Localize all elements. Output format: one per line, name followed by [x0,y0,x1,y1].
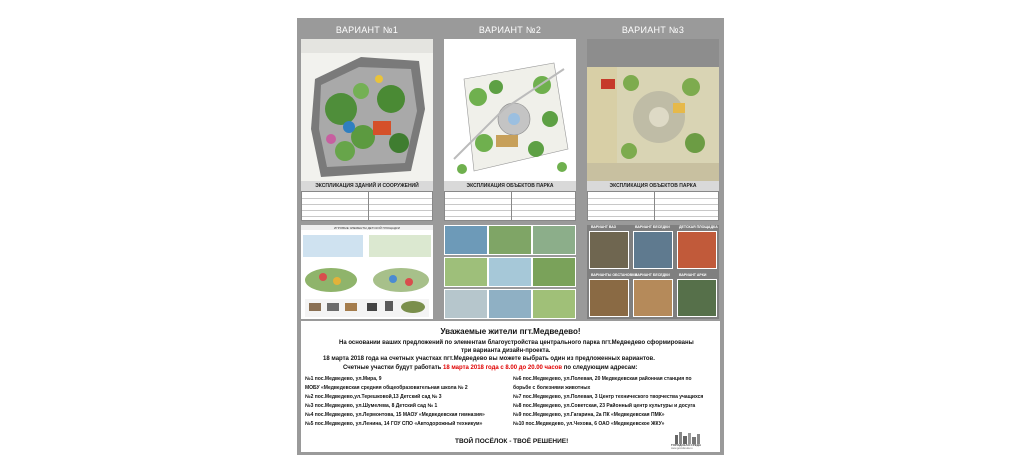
playground-photo [677,231,717,269]
logo-url: www.gorodsreda.ru [671,447,693,450]
address-item: №6 пос.Медведево, ул.Полевая, 20 Медведевская районная станция по [513,376,692,382]
variant-3-plan-drawing [587,39,719,183]
notice-panel [301,321,720,452]
address-item: №4 пос.Медведево, ул.Лермонтова, 15 МАОУ «Медведевская гимназия» [305,412,485,418]
logo-text: ГОРОДСКАЯ СРЕДА [671,443,702,447]
render-photo [444,225,488,255]
gorodskaya-sreda-logo [671,431,715,451]
variant-3-photos [587,225,719,319]
variant-1-plan [301,39,433,183]
address-item: №9 пос.Медведево, ул.Гагарина, 2а ПК «Медведевская ПМК» [513,412,665,418]
render-photo [488,289,532,319]
photo-label: ВАРИАНТЫ ОБСТАНОВКИ [591,273,637,277]
variant-2-renders [444,225,576,319]
render-photo [444,257,488,287]
photo-label: ДЕТСКАЯ ПЛОЩАДКА [679,225,718,229]
variant-1-explication-table [301,191,433,221]
render-photo [532,257,576,287]
variant-1-plan-drawing [301,39,433,183]
gazebo-photo [633,231,673,269]
variant-3-title: ВАРИАНТ №3 [621,25,685,35]
variant-1-title: ВАРИАНТ №1 [335,25,399,35]
variant-2-explication-title: ЭКСПЛИКАЦИЯ ОБЪЕКТОВ ПАРКА [444,181,576,191]
render-photo [488,225,532,255]
photo-label: ВАРИАНТ АРКИ [679,273,707,277]
arch-photo [677,279,717,317]
address-item: №10 пос.Медведево, ул.Чехова, 6 ОАО «Медведевское ЖКУ» [513,421,665,427]
variant-3-column [583,18,723,320]
address-item: №1 пос.Медведево, ул.Мира, 9 [305,376,382,382]
poster [297,18,724,455]
render-photo [444,289,488,319]
variant-1-playground-drawing [301,225,433,319]
address-item: №3 пос.Медведево, ул.Шумелева, 8 Детский сад № 1 [305,403,438,409]
variant-2-column [440,18,580,320]
render-photo [532,289,576,319]
variant-3-explication-title: ЭКСПЛИКАЦИЯ ОБЪЕКТОВ ПАРКА [587,181,719,191]
notice-heading: Уважаемые жители пгт.Медведево! [440,327,581,336]
variant-2-plan [444,39,576,183]
variant-1-playground-title: ИГРОВЫЕ ЭЛЕМЕНТЫ ДЕТСКОЙ ПЛОЩАДКИ [334,226,400,230]
notice-line-2: три варианта дизайн-проекта. [461,348,551,354]
variant-2-explication-table [444,191,576,221]
furnishing-photo [589,279,629,317]
variant-1-explication-title: ЭКСПЛИКАЦИЯ ЗДАНИЙ И СООРУЖЕНИЙ [301,181,433,191]
variant-1-playground [301,225,433,319]
address-item: №7 пос.Медведево, ул.Полевая, 3 Центр технического творчества учащихся [513,394,704,400]
variant-1-column [297,18,437,320]
notice-line-4-post: по следующим адресам: [562,365,638,371]
render-photo [532,225,576,255]
address-item: №5 пос.Медведево, ул.Ленина, 14 ГОУ СПО «Автодорожный техникум» [305,421,483,427]
photo-label: ВАРИАНТ БЕСЕДКИ [635,225,670,229]
voting-date: 18 марта 2018 года с 8.00 до 20.00 часов [442,365,563,371]
slogan: ТВОЙ ПОСЁЛОК - ТВОЁ РЕШЕНИЕ! [455,438,569,445]
photo-label: ВАРИАНТ ВАЗ [591,225,616,229]
address-item: борьбе с болезнями животных [513,385,591,391]
variant-2-title: ВАРИАНТ №2 [478,25,542,35]
gazebo-photo [633,279,673,317]
notice-line-3: 18 марта 2018 года на счетных участках пгт.Медведево вы можете выбрать один из предложенных вариантов. [323,356,655,362]
render-photo [488,257,532,287]
notice-line-4 [343,365,638,371]
variant-3-plan [587,39,719,183]
variant-2-plan-drawing [444,39,576,183]
address-item: МОБУ «Медведевская средняя общеобразовательная школа № 2 [305,385,468,391]
address-item: №8 пос.Медведево, ул.Советская, 23 Районный центр культуры и досуга [513,403,696,409]
variant-3-explication-table [587,191,719,221]
address-item: №2 пос.Медведево,ул.Терешковой,13 Детский сад № 3 [305,394,442,400]
notice-line-1: На основании ваших предложений по элементам благоустройства центрального парка пгт.Медведево сформированы [339,340,694,346]
notice-line-4-pre: Счетные участки будут работать [343,365,443,371]
photo-label: ВАРИАНТ БЕСЕДКИ [635,273,670,277]
vase-photo [589,231,629,269]
